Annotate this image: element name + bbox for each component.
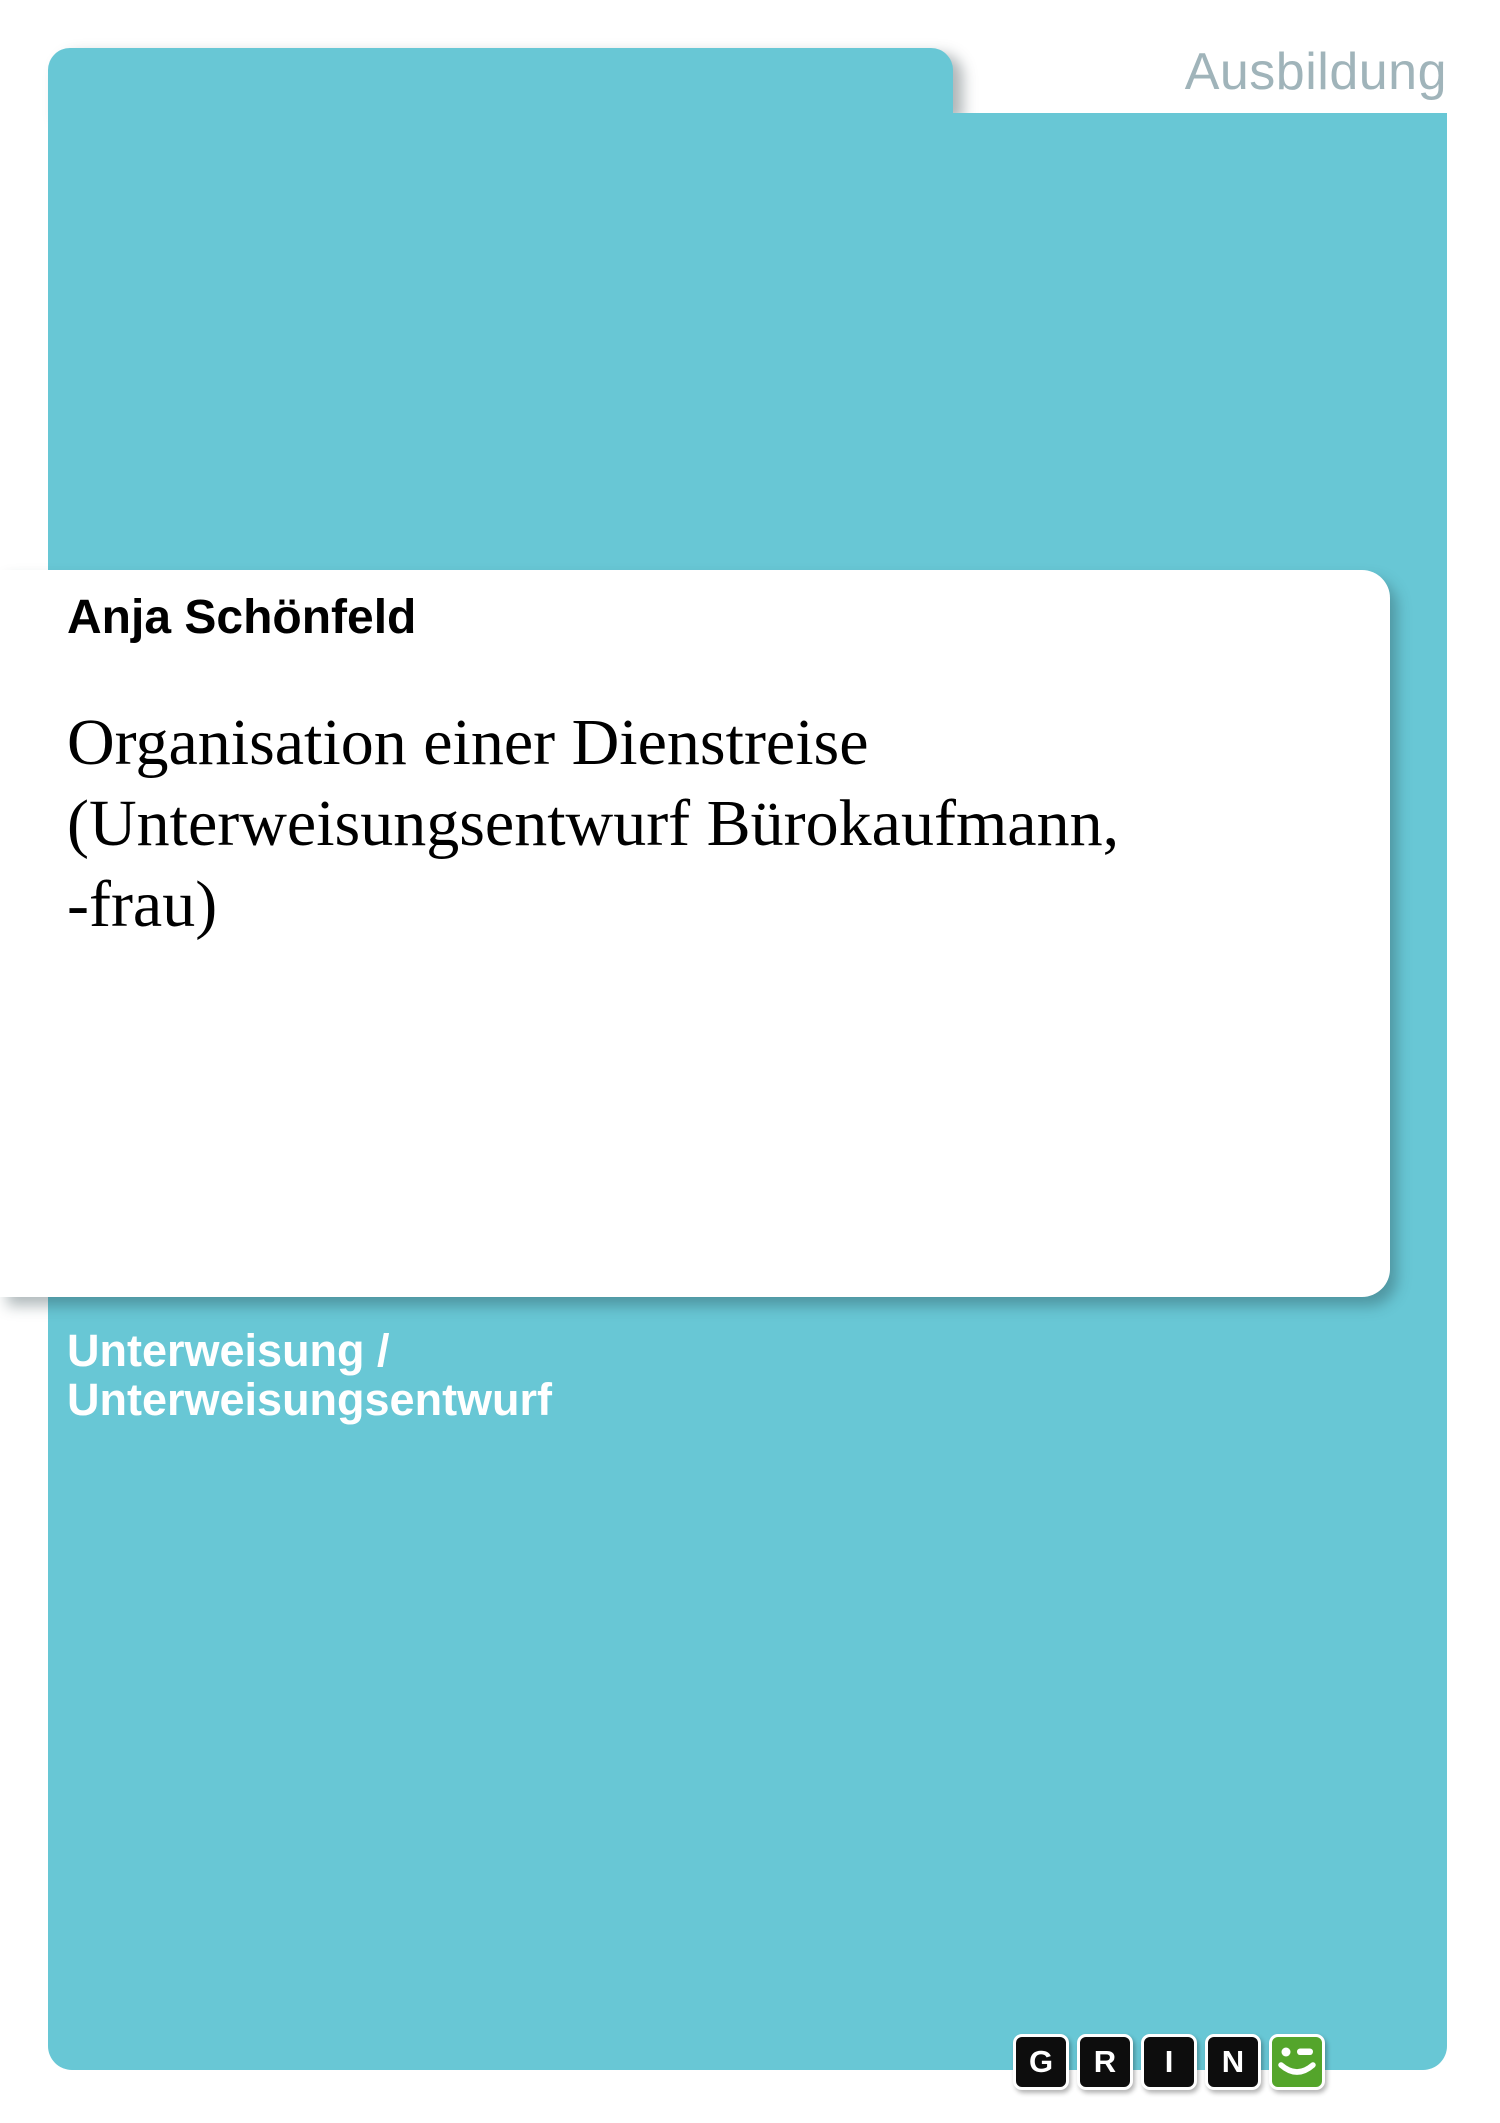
grin-logo-letter-r: R [1077,2034,1133,2090]
turquoise-top-tab [48,48,953,115]
book-title-line-3: -frau) [67,868,218,941]
author-name: Anja Schönfeld [67,591,417,644]
title-card [0,570,1390,1297]
grin-logo-letter-g: G [1013,2034,1069,2090]
document-category [67,1326,552,1424]
grin-logo-letter-n: N [1205,2034,1261,2090]
book-title [67,702,1320,945]
smiley-icon [1269,2034,1325,2090]
book-title-line-2: (Unterweisungsentwurf Bürokaufmann, [67,787,1120,860]
document-category-line-1: Unterweisung / [67,1325,390,1376]
category-label: Ausbildung [1184,43,1447,101]
grin-logo [1013,2034,1325,2090]
document-category-line-2: Unterweisungsentwurf [67,1374,553,1425]
grin-logo-letter-i: I [1141,2034,1197,2090]
book-title-line-1: Organisation einer Dienstreise [67,706,869,779]
